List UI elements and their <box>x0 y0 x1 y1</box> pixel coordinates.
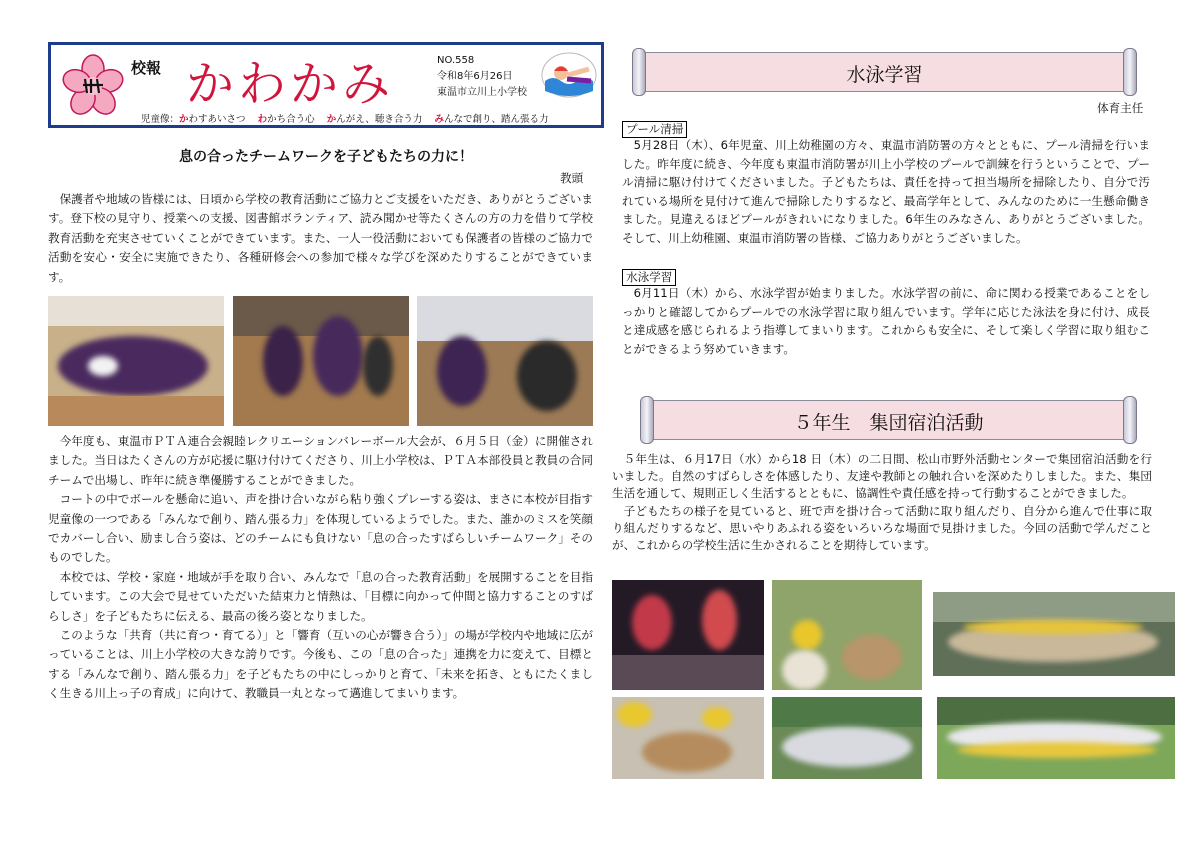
intro-paragraph <box>48 190 593 287</box>
volleyball-photo <box>48 296 224 426</box>
body-paragraph: 本校では、学校・家庭・地域が手を取り合い、みんなで「息の合った教育活動」を展開することを目指しています。この大会で見せていただいた結束力と情熱は、「目標に向かって仲間と協力することのすばらしさ」を子どもたちに伝える、最高の後ろ姿となりました。 <box>48 569 593 623</box>
camp-photo <box>937 697 1175 779</box>
motto-prefix: 児童像： <box>141 114 180 125</box>
volleyball-photo <box>417 296 593 426</box>
camp-text <box>612 451 1152 554</box>
motto-rest: んがえ、聴き合う力 <box>336 114 423 125</box>
school-name: 東温市立川上小学校 <box>437 87 527 98</box>
camp-photo <box>612 697 764 779</box>
pool-cleaning-text <box>622 136 1150 248</box>
camp-photo <box>612 580 764 690</box>
camp-paragraph: 子どもたちの様子を見ていると、班で声を掛け合って活動に取り組んだり、自分から進んで仕事に取り組んだりするなど、思いやりあふれる姿をいろいろな場面で見掛けました。今回の活動で学んだことが、これからの学校生活に生かされることを期待しています。 <box>612 503 1152 553</box>
motto-initial: か <box>326 114 337 125</box>
pool-cleaning-label <box>622 118 687 138</box>
body-paragraph: このような「共育（共に育つ・育てる）」と「響育（互いの心が響き合う）」の場が学校内や地域に広がっていることは、川上小学校の大きな誇りです。今後も、この「息の合った」連携を力に変えて、目標とする「みんなで創り、踏ん張る力」を子どもたちの中にしっかりと育て、「未来を拓き、ともにたくましく生きる川上っ子の育成」に向けて、教職員一丸となって邁進してまいります。 <box>48 628 593 701</box>
newsletter-title: かわかみ <box>186 56 395 112</box>
intro-text: 保護者や地域の皆様には、日頃から学校の教育活動にご協力とご支援をいただき、ありがとうございます。登下校の見守り、授業への支援、図書館ボランティア、読み聞かせ等たくさんの方の力を借りて学校教育活動を充実させていくことができています。また、一人一役活動においても保護者の皆様のご協力で活動を安心・安全に実施できたり、各種研修会への参加で様々な学びを深めたりすることができています。 <box>48 192 593 284</box>
article-body <box>48 432 593 704</box>
body-paragraph: コートの中でボールを懸命に追い、声を掛け合いながら粘り強くプレーする姿は、まさに本校が目指す児童像の一つである「みんなで創り、踏ん張る力」を体現しているようでした。また、誰かのミスを笑顔でカバーし合い、励まし合う姿は、どのチームにも負けない「息の合ったすばらしいチームワーク」そのものでした。 <box>48 492 593 565</box>
swimmer-icon <box>541 51 597 99</box>
motto-line <box>141 111 548 125</box>
issue-info <box>437 53 527 101</box>
camp-photo <box>933 592 1175 676</box>
motto-initial: か <box>179 114 189 125</box>
swim-banner <box>632 48 1137 96</box>
camp-photo <box>772 580 922 690</box>
swim-author: 体育主任 <box>1097 101 1144 115</box>
motto-initial: わ <box>257 114 268 125</box>
masthead <box>48 42 604 128</box>
camp-photo <box>772 697 922 779</box>
pool-cleaning-tag: プール清掃 <box>622 121 687 138</box>
swim-lesson-text <box>622 284 1150 358</box>
article-headline: 息の合ったチームワークを子どもたちの力に！ <box>179 149 473 165</box>
school-emblem-logo <box>61 53 125 117</box>
issue-number: NO.558 <box>437 55 475 66</box>
issue-date: 令和8年6月26日 <box>437 71 513 82</box>
motto-rest: わすあいさつ <box>188 114 246 125</box>
body-paragraph: 今年度も、東温市ＰＴＡ連合会親睦レクリエーションバレーボール大会が、６月５日（金）に開催されました。当日はたくさんの方が応援に駆け付けてくださり、川上小学校は、ＰＴＡ本部役員と教員の合同チームで出場し、昨年に続き準優勝することができました。 <box>48 434 593 487</box>
swim-lesson-paragraph: 6月11日（木）から、水泳学習が始まりました。水泳学習の前に、命に関わる授業であることをしっかりと確認してからプールでの水泳学習に取り組んでいます。学年に応じた泳法を身に付け、成長と達成感を感じられるよう指導してまいります。これからも安全に、そして楽しく学習に取り組むことができるよう努めていきます。 <box>622 286 1150 356</box>
camp-paragraph: ５年生は、６月17日（水）から18 日（木）の二日間、松山市野外活動センターで集団宿泊活動を行いました。自然のすばらしさを体感したり、友達や教師との触れ合いを深めたりしました。また、集団生活を通して、規則正しく生活するとともに、協調性や責任感を持って行動することができました。 <box>612 452 1152 501</box>
camp-banner <box>640 396 1137 444</box>
pool-cleaning-paragraph: 5月28日（木）、6年児童、川上幼稚園の方々、東温市消防署の方々とともに、プール清掃を行いました。昨年度に続き、今年度も東温市消防署が川上小学校のプールで訓練を行うということで、プール清掃に駆け付けてくださいました。子どもたちは、責任を持って担当場所を掃除したり、自分で汚れている場所を見付けて進んで掃除したりするなど、最高学年として、みんなのために一生懸命働きました。見違えるほどプールがきれいになりました。6年生のみなさん、ありがとうございました。そして、川上幼稚園、東温市消防署の皆様、ご協力ありがとうございました。 <box>622 138 1150 245</box>
kouhou-label: 校報 <box>131 59 162 77</box>
swim-lesson-tag: 水泳学習 <box>622 269 676 286</box>
motto-rest: んなで創り、踏ん張る力 <box>443 114 549 125</box>
volleyball-photo <box>233 296 409 426</box>
motto-rest: かち合う心 <box>267 114 315 125</box>
motto-initial: み <box>434 114 444 125</box>
swim-lesson-label <box>622 266 676 286</box>
article-author: 教頭 <box>560 171 584 185</box>
camp-banner-title: ５年生 集団宿泊活動 <box>793 412 984 434</box>
swim-banner-title: 水泳学習 <box>846 64 923 86</box>
